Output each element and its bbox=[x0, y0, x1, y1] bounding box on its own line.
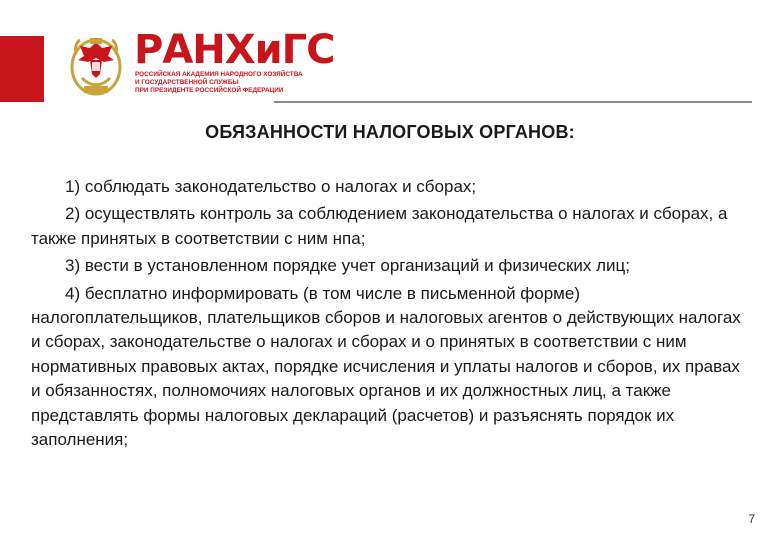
list-item: 4) бесплатно информировать (в том числе в письменной форме) налогоплательщиков, плательщиков сборов и налоговых агентов о действующих налогах и сборах, законодательстве о налогах и сборах и о принятых в соответствии с ним нормативных правовых актах, порядке исчисления и уплаты налогов и сборов, их правах и обязанностях, полномочиях налоговых органов и их должностных лиц, а также представлять формы налоговых деклараций (расчетов) и разъяснять порядок их заполнения; bbox=[31, 283, 741, 450]
header-divider bbox=[274, 101, 752, 103]
slide-title: ОБЯЗАННОСТИ НАЛОГОВЫХ ОРГАНОВ: bbox=[205, 122, 575, 142]
logo-subtitle-line: И ГОСУДАРСТВЕННОЙ СЛУЖБЫ bbox=[135, 79, 239, 86]
list-item: 1) соблюдать законодательство о налогах и сборах; bbox=[65, 177, 477, 196]
logo-subtitle-line: РОССИЙСКАЯ АКАДЕМИЯ НАРОДНОГО ХОЗЯЙСТВА bbox=[135, 71, 303, 78]
logo-subtitle-line: ПРИ ПРЕЗИДЕНТЕ РОССИЙСКОЙ ФЕДЕРАЦИИ bbox=[135, 87, 284, 94]
logo-subtitle bbox=[135, 71, 303, 95]
list-item: 3) вести в установленном порядке учет организаций и физических лиц; bbox=[65, 256, 630, 276]
eagle-emblem-icon bbox=[70, 34, 122, 96]
brand-accent-bar bbox=[0, 36, 44, 102]
logo-wordmark: РАНХиГС bbox=[134, 27, 335, 73]
page-number: 7 bbox=[748, 512, 755, 526]
list-item: 2) осуществлять контроль за соблюдением законодательства о налогах и сборах, а также принятых в соответствии с ним нпа; bbox=[31, 204, 728, 248]
slide-body bbox=[31, 175, 753, 455]
